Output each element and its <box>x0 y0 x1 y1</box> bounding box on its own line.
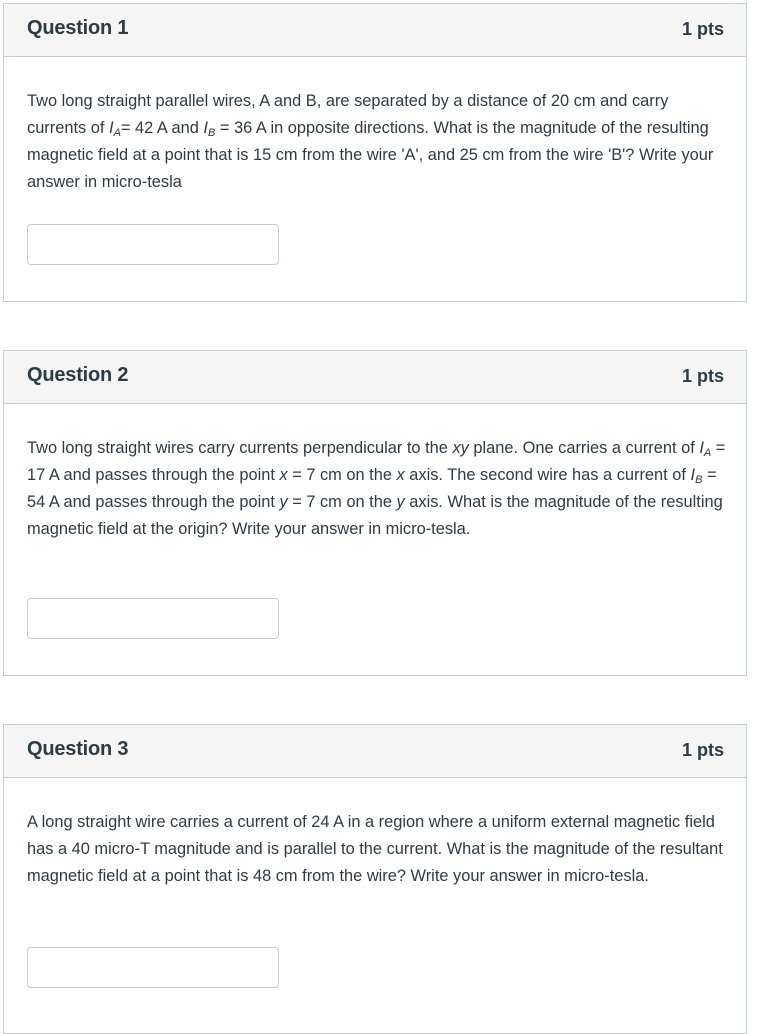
question-1-text: Two long straight parallel wires, A and B, are separated by a distance of 20 cm and carry currents of $I_A= 42$ A and $I_B = 36$ A in opposite directions. What is the magnitude of the resulting magnetic field at a point that is 15 cm from the wire 'A', and 25 cm from the wire 'B'? Write your answer in micro-tesla <box>27 92 714 191</box>
question-1-title: Question 1 <box>27 17 129 39</box>
question-2-card <box>3 350 747 676</box>
question-1-card <box>3 3 747 302</box>
question-3-card <box>3 724 747 1034</box>
question-3-header <box>4 725 746 778</box>
question-2-text: Two long straight wires carry currents perpendicular to the xy plane. One carries a current of $I_A = 17$ A and passes through the point x = 7 cm on the x axis. The second wire has a current of $I_B = 54$ A and passes through the point y = 7 cm on the y axis. What is the magnitude of the resulting magnetic field at the origin? Write your answer in micro-tesla. <box>27 439 726 538</box>
question-3-answer-input[interactable] <box>27 947 279 988</box>
question-1-points: 1 pts <box>681 19 724 39</box>
question-3-title: Question 3 <box>27 738 129 760</box>
question-1-header <box>4 4 746 57</box>
question-1-answer-input[interactable] <box>27 224 279 265</box>
question-2-header <box>4 351 746 404</box>
question-2-answer-input[interactable] <box>27 598 279 639</box>
question-2-title: Question 2 <box>27 364 129 386</box>
question-3-text: A long straight wire carries a current of 24 A in a region where a uniform external magnetic field has a 40 micro-T magnitude and is parallel to the current. What is the magnitude of the resultant magnetic field at a point that is 48 cm from the wire? Write your answer in micro-tesla. <box>27 813 723 885</box>
question-3-points: 1 pts <box>681 740 724 760</box>
question-2-points: 1 pts <box>681 366 724 386</box>
